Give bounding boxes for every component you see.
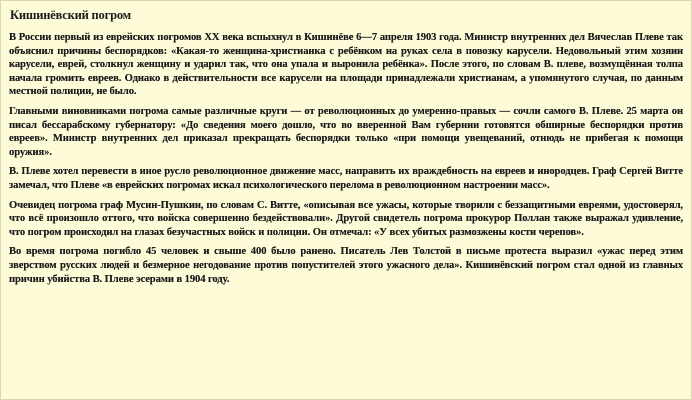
paragraph-1: В России первый из еврейских погромов XX века вспыхнул в Кишинёве 6—7 апреля 1903 года. Министр внутренних дел Вячеслав Плеве так объяснил причины беспорядков: «Какая-то женщина-христианка с ребёнком на руках села в повозку карусели. Недовольный этим хозяин карусели, еврей, столкнул женщину и ударил так, что она упала и выронила ребёнка». После этого, по словам В. плеве, возмущённая толпа начала громить евреев. Однако в действительности все карусели на площади принадлежали христианам, а упомянутого случая, по данным местной полиции, не было. <box>9 32 683 98</box>
paragraph-3: В. Плеве хотел перевести в иное русло революционное движение масс, направить их враждебность на евреев и инородцев. Граф Сергей Витте замечал, что Плеве «в еврейских погромах искал психологического перелома в революционном настроении масс». <box>9 166 683 191</box>
paragraph-4: Очевидец погрома граф Мусин-Пушкин, по словам С. Витте, «описывая все ужасы, которые творили с беззащитными евреями, удостоверял, что всё произошло оттого, что войска совершенно бездействовали». Другой свидетель погрома прокурор Поллан также выражал удивление, что погром происходил на глазах безучастных войск и полиции. Он отмечал: «У всех убитых размозжены кости черепов». <box>9 199 683 238</box>
paragraph-5: Во время погрома погибло 45 человек и свыше 400 было ранено. Писатель Лев Толстой в письме протеста выразил «ужас перед этим зверством русских людей и безмерное негодование против попустителей этого ужасного дела». Кишинёвский погром стал одной из главных причин убийства В. Плеве эсерами в 1904 году. <box>9 246 683 285</box>
paragraph-2: Главными виновниками погрома самые различные круги — от революционных до умеренно-правых — сочли самого В. Плеве. 25 марта он писал бессарабскому губернатору: «До сведения моего дошло, что во вверенной Вам губернии готовятся обширные беспорядки против евреев». Министр внутренних дел приказал прекращать беспорядки только «при помощи увещеваний, отнюдь не прибегая к помощи оружия». <box>9 105 683 158</box>
document-title: Кишинёвский погром <box>10 8 131 22</box>
